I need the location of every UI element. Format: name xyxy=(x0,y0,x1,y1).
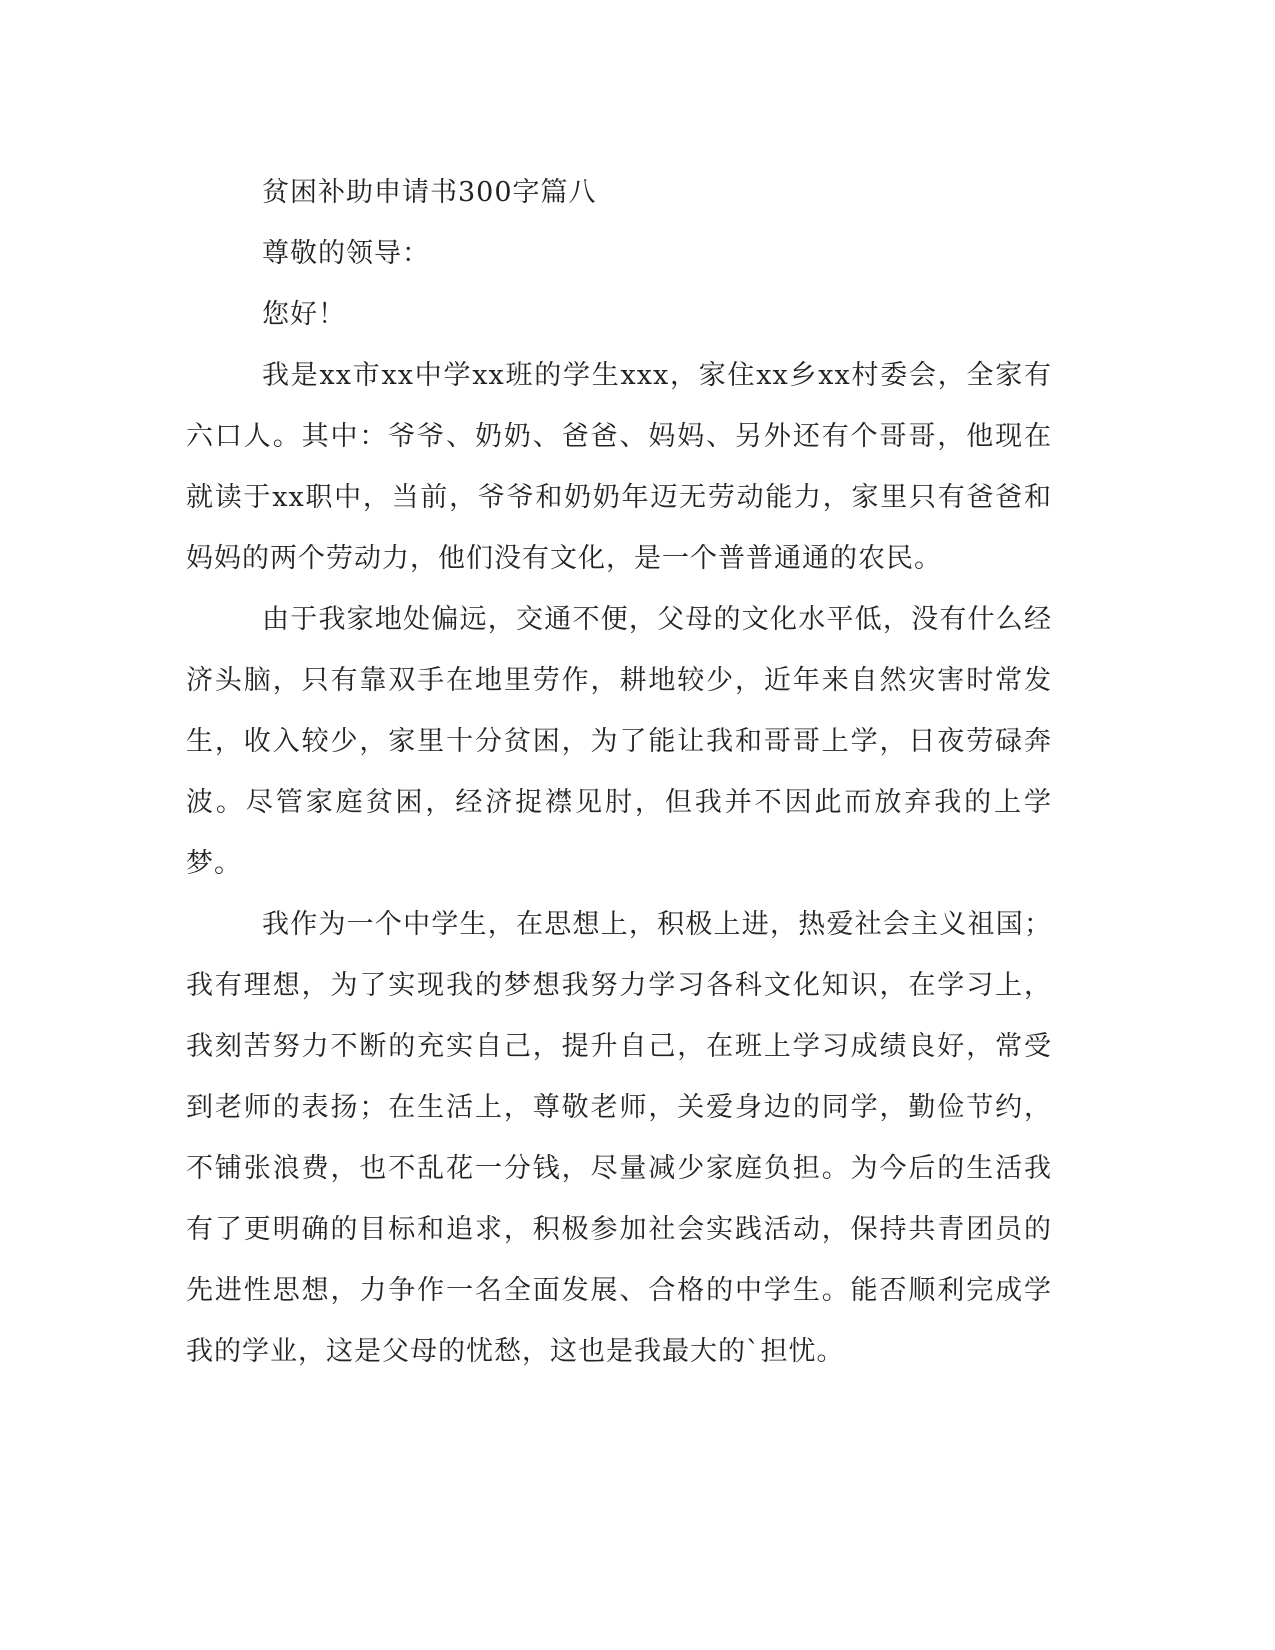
document-title: 贫困补助申请书300字篇八 xyxy=(262,177,597,208)
paragraph-family: 我是xx市xx中学xx班的学生xxx，家住xx乡xx村委会，全家有六口人。其中：爷爷、奶奶、爸爸、妈妈、另外还有个哥哥，他现在就读于xx职中，当前，爷爷和奶奶年迈无劳动能力，家里只有爸爸和妈妈的两个劳动力，他们没有文化，是一个普普通通的农民。 xyxy=(186,360,1052,574)
greeting: 您好！ xyxy=(262,299,346,330)
paragraph-hardship: 由于我家地处偏远，交通不便，父母的文化水平低，没有什么经济头脑，只有靠双手在地里劳作，耕地较少，近年来自然灾害时常发生，收入较少，家里十分贫困，为了能让我和哥哥上学，日夜劳碌奔波。尽管家庭贫困，经济捉襟见肘，但我并不因此而放弃我的上学梦。 xyxy=(186,604,1052,879)
paragraph-study: 我作为一个中学生，在思想上，积极上进，热爱社会主义祖国；我有理想，为了实现我的梦想我努力学习各科文化知识，在学习上，我刻苦努力不断的充实自己，提升自己，在班上学习成绩良好，常受到老师的表扬；在生活上，尊敬老师，关爱身边的同学，勤俭节约，不铺张浪费，也不乱花一分钱，尽量减少家庭负担。为今后的生活我有了更明确的目标和追求，积极参加社会实践活动，保持共青团员的先进性思想，力争作一名全面发展、合格的中学生。能否顺利完成学我的学业，这是父母的忧愁，这也是我最大的`担忧。 xyxy=(186,909,1052,1367)
document-body xyxy=(186,162,1052,1382)
salutation: 尊敬的领导： xyxy=(262,238,430,269)
